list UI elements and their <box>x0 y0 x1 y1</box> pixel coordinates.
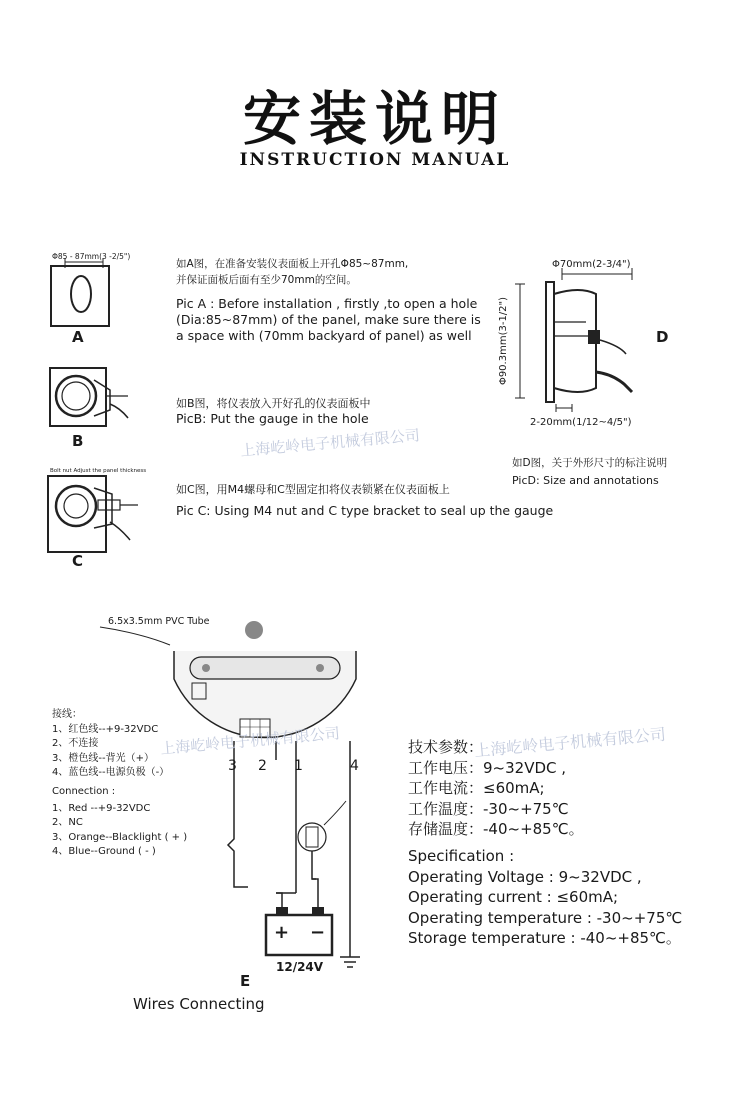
pic-b-letter: B <box>72 432 84 450</box>
pic-d-letter: D <box>656 328 669 346</box>
battery-plus: + <box>274 922 290 943</box>
pin-label-2: 2 <box>258 758 267 774</box>
pic-b-diagram <box>48 366 138 454</box>
spec-zh-storage-temp: 存储温度：-40~+85℃。 <box>408 820 584 838</box>
wiring-legend-en <box>52 785 187 860</box>
wiring-legend-zh-heading: 接线： <box>52 709 82 720</box>
pic-a-dim-label: Φ85 - 87mm(3 -2/5") <box>52 252 131 261</box>
pin-label-1: 1 <box>294 758 303 774</box>
pic-a-text-zh-1: 如A图，在准备安装仪表面板上开孔Φ85~87mm, <box>176 258 409 270</box>
pin-label-4: 4 <box>350 758 359 774</box>
wiring-legend-en-item: 2、NC <box>52 817 83 828</box>
pvc-tube-label: 6.5x3.5mm PVC Tube <box>108 616 210 627</box>
pic-d-dim-bottom: 2-20mm(1/12~4/5") <box>530 417 632 428</box>
battery-voltage-label: 12/24V <box>276 960 324 974</box>
pic-c-diagram <box>46 474 142 556</box>
watermark-3: 上海屹岭电子机械有限公司 <box>473 724 667 761</box>
figure-e-letter: E <box>240 972 251 990</box>
pic-a-text-zh-2: 并保证面板后面有至少70mm的空间。 <box>176 274 357 286</box>
spec-en-current: Operating current : ≤60mA; <box>408 888 619 906</box>
pic-c-text-en: Pic C: Using M4 nut and C type bracket to seal up the gauge <box>176 503 554 518</box>
wiring-legend-en-item: 1、Red --+9-32VDC <box>52 802 151 814</box>
spec-zh-voltage: 工作电压：9~32VDC , <box>408 758 567 777</box>
pic-a-text-en-2: (Dia:85~87mm) of the panel, make sure there is <box>176 312 481 327</box>
pic-d-text-zh: 如D图，关于外形尺寸的标注说明 <box>512 457 668 469</box>
spec-en-storage-temp: Storage temperature : -40~+85℃。 <box>408 929 681 947</box>
wiring-legend-en-item: 3、Orange--Blacklight ( + ) <box>52 831 188 843</box>
pin-label-3: 3 <box>228 758 237 774</box>
pic-d-dim-side: Φ90.3mm(3-1/2") <box>498 296 509 386</box>
battery-minus: − <box>310 922 326 943</box>
spec-en-heading: Specification : <box>408 847 515 865</box>
wiring-caption: Wires Connecting <box>133 995 265 1013</box>
wiring-legend-zh-item: 2、不连接 <box>52 738 99 749</box>
pic-d-diagram <box>500 268 640 418</box>
spec-zh <box>408 737 584 840</box>
spec-en-op-temp: Operating temperature : -30~+75℃ <box>408 908 683 927</box>
spec-zh-current: 工作电流：≤60mA; <box>408 779 545 797</box>
pic-d-text-en: PicD: Size and annotations <box>512 474 659 487</box>
pic-a-text-en-1: Pic A : Before installation , firstly ,to open a hole <box>176 296 478 311</box>
spec-en <box>408 846 682 949</box>
pic-a-diagram <box>45 258 115 330</box>
wiring-legend-zh-item: 4、蓝色线--电源负极（-） <box>52 767 170 778</box>
pic-d-dim-top: Φ70mm(2-3/4") <box>552 259 631 270</box>
page-title-zh: 安装说明 <box>242 85 507 153</box>
wiring-legend-zh-item: 3、橙色线--背光（+） <box>52 752 154 764</box>
spec-zh-op-temp: 工作温度：-30~+75℃ <box>408 799 569 818</box>
wiring-legend-zh-item: 1、红色线--+9-32VDC <box>52 723 159 735</box>
watermark-1: 上海屹岭电子机械有限公司 <box>239 426 421 460</box>
wiring-legend-zh <box>52 708 169 781</box>
pic-c-text-zh: 如C图，用M4螺母和C型固定扣将仪表锁紧在仪表面板上 <box>176 483 450 496</box>
wiring-legend-en-heading: Connection : <box>52 786 116 797</box>
pic-c-small-label: Bolt nut Adjust the panel thickness <box>50 468 147 474</box>
pic-a-text-en-3: a space with (70mm backyard of panel) as well <box>176 328 472 343</box>
spec-en-voltage: Operating Voltage : 9~32VDC , <box>408 867 642 886</box>
wiring-legend-en-item: 4、Blue--Ground ( - ) <box>52 846 156 857</box>
spec-zh-heading: 技术参数： <box>408 738 484 756</box>
pic-b-text-zh: 如B图，将仪表放入开好孔的仪表面板中 <box>176 397 371 410</box>
page-title-en: INSTRUCTION MANUAL <box>239 150 511 170</box>
pic-c-letter: C <box>72 552 84 570</box>
watermark-2: 上海屹岭电子机械有限公司 <box>159 724 341 758</box>
pic-b-text-en: PicB: Put the gauge in the hole <box>176 411 369 426</box>
pic-a-letter: A <box>72 328 84 346</box>
